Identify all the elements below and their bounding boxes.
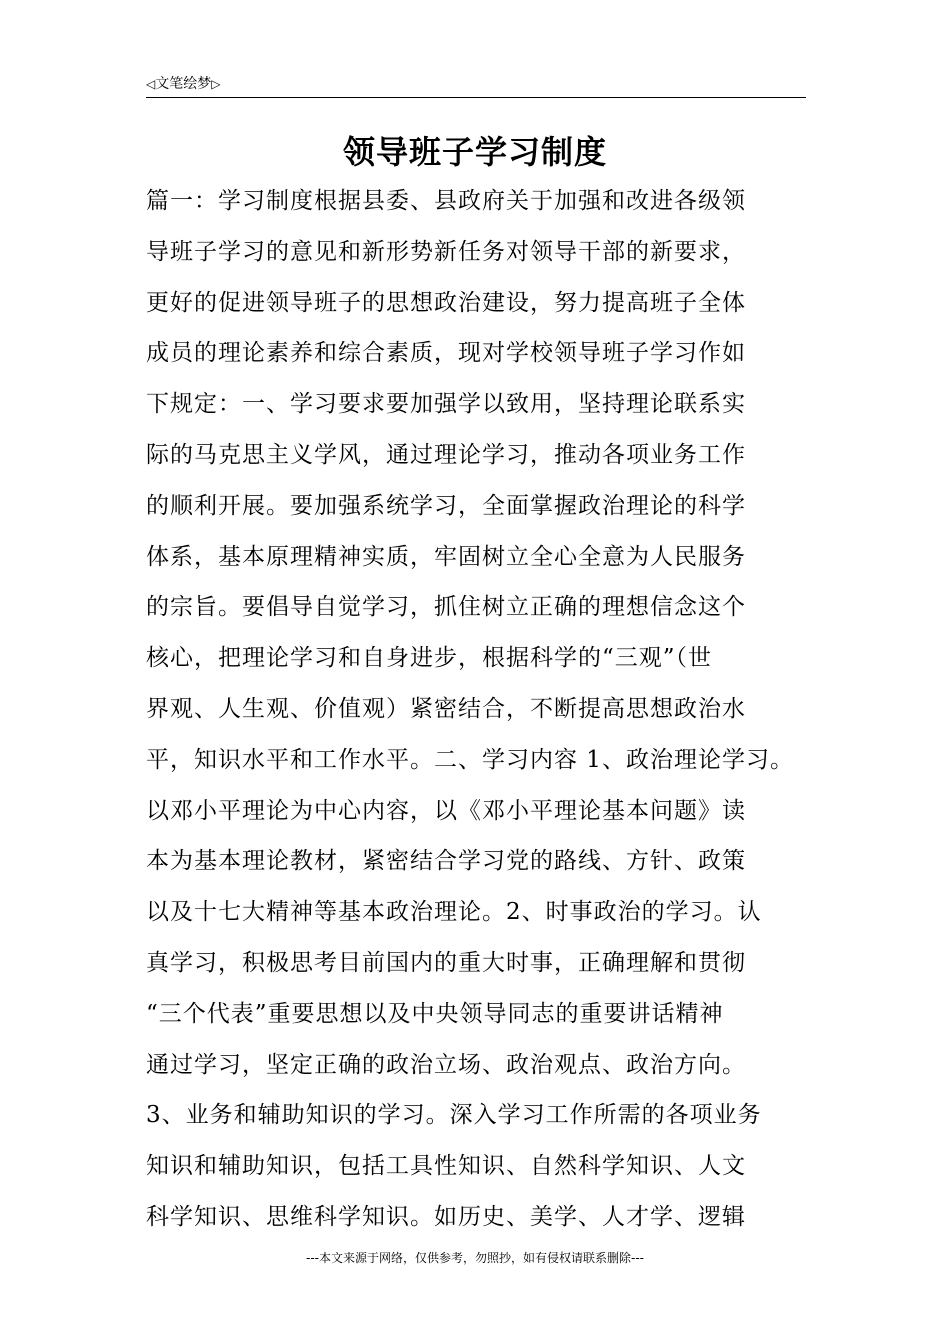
body-line: 界观、人生观、价值观）紧密结合，不断提高思想政治水 [146, 695, 746, 722]
body-line: 导班子学习的意见和新形势新任务对领导干部的新要求， [146, 238, 746, 265]
body-line: 际的马克思主义学风，通过理论学习，推动各项业务工作 [146, 441, 746, 468]
body-line: 以邓小平理论为中心内容，以《邓小平理论基本问题》读 [146, 797, 746, 824]
page-header [146, 76, 220, 92]
body-line: 通过学习，坚定正确的政治立场、政治观点、政治方向。 [146, 1051, 746, 1078]
header-divider [146, 97, 806, 98]
left-triangle-icon: ◁ [146, 77, 156, 91]
right-triangle-icon: ▷ [211, 77, 221, 91]
body-line: 核心，把理论学习和自身进步，根据科学的“三观”（世 [146, 645, 713, 672]
body-line: 真学习，积极思考目前国内的重大时事，正确理解和贯彻 [146, 949, 746, 976]
document-title: 领导班子学习制度 [342, 133, 607, 171]
body-text [146, 182, 866, 1249]
body-line: 更好的促进领导班子的思想政治建设，努力提高班子全体 [146, 289, 746, 316]
body-line: 的宗旨。要倡导自觉学习，抓住树立正确的理想信念这个 [146, 594, 746, 621]
body-line: 平，知识水平和工作水平。二、学习内容 1、政治理论学习。 [146, 746, 794, 773]
header-text: 文笔绘梦 [155, 76, 212, 92]
body-line: 下规定：一、学习要求要加强学以致用，坚持理论联系实 [146, 391, 746, 418]
body-line: 体系，基本原理精神实质，牢固树立全心全意为人民服务 [146, 543, 746, 570]
body-line: 成员的理论素养和综合素质，现对学校领导班子学习作如 [146, 340, 746, 367]
body-line: “三个代表”重要思想以及中央领导同志的重要讲话精神 [146, 1000, 724, 1027]
body-line: 以及十七大精神等基本政治理论。2、时事政治的学习。认 [146, 899, 762, 926]
body-line: 篇一：学习制度根据县委、县政府关于加强和改进各级领 [146, 188, 746, 214]
page-footer: ---本文来源于网络，仅供参考，勿照抄，如有侵权请联系删除--- [306, 1251, 644, 1265]
body-line: 科学知识、思维科学知识。如历史、美学、人才学、逻辑 [146, 1203, 746, 1230]
body-line: 本为基本理论教材，紧密结合学习党的路线、方针、政策 [146, 848, 746, 875]
body-line: 知识和辅助知识，包括工具性知识、自然科学知识、人文 [146, 1153, 746, 1180]
body-line: 的顺利开展。要加强系统学习，全面掌握政治理论的科学 [146, 492, 746, 519]
body-line: 3、业务和辅助知识的学习。深入学习工作所需的各项业务 [146, 1102, 762, 1129]
